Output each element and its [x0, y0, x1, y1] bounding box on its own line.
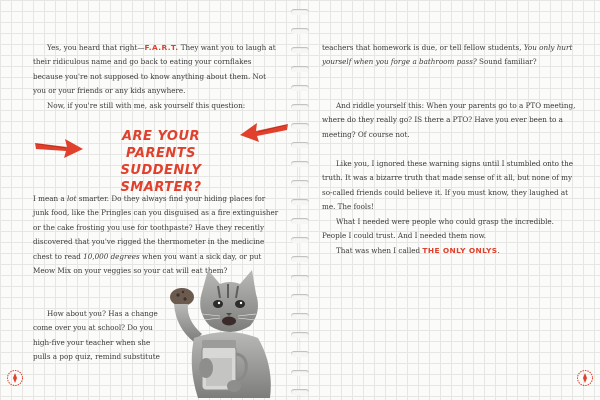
arrow-left-icon	[238, 119, 290, 145]
binding-hole	[291, 313, 309, 319]
right-paragraph-3: Like you, I ignored these warning signs until I stumbled onto the truth. It was a bizarre truth that made sense of it all, but none of my so-called friends could believe it. If you must know, they laughed at me. The fools!	[322, 159, 574, 212]
binding-hole	[291, 351, 309, 357]
text-run: They want you to laugh at their ridiculous name and go back to eating your cornflakes because you're not supposed to know anything about them. Not you or your friends or any kids anywhere.	[33, 43, 276, 96]
binding-hole	[291, 66, 309, 72]
binding-hole	[291, 294, 309, 300]
section-heading: ARE YOUR PARENTS SUDDENLY SMARTER?	[120, 129, 202, 195]
text-run: That was when I called	[336, 246, 423, 255]
page-badge-icon	[6, 369, 24, 387]
right-page	[308, 0, 600, 400]
left-paragraph-3	[33, 192, 279, 278]
binding-hole	[291, 218, 309, 224]
left-paragraph-2: Now, if you're still with me, ask yourself this question:	[47, 101, 246, 110]
binding-hole	[291, 104, 309, 110]
fart-brand: F.A.R.T.	[144, 43, 179, 52]
binding-hole	[291, 370, 309, 376]
text-run: teachers that homework is due, or tell fellow students,	[322, 43, 524, 52]
binding-hole	[291, 123, 309, 129]
text-run: when you want a sick day, or put Meow Mix on your veggies so your cat will eat them?	[33, 251, 262, 276]
binding-hole	[291, 332, 309, 338]
binding-hole	[291, 256, 309, 262]
binding-hole	[291, 180, 309, 186]
emphasis: 10,000 degrees	[83, 251, 140, 261]
right-paragraph-1	[322, 41, 578, 70]
emphasis: lot	[66, 194, 77, 203]
right-paragraph-5	[322, 244, 578, 258]
text-run: Yes, you heard that right—	[47, 43, 145, 52]
arrow-right-icon	[33, 134, 85, 160]
text-run: I mean a	[33, 194, 67, 203]
binding-hole	[291, 161, 309, 167]
text-run: Sound familiar?	[476, 57, 537, 67]
binding-hole	[291, 275, 309, 281]
right-paragraph-2: And riddle yourself this: When your parents go to a PTO meeting, where do they really go? IS there a PTO? Have you ever been to a meeting? Of course not.	[322, 101, 576, 139]
page-badge-icon	[576, 369, 594, 387]
binding-hole	[291, 142, 309, 148]
binding-hole	[291, 389, 309, 395]
binding-hole	[291, 9, 309, 15]
right-paragraph-4: What I needed were people who could grasp the incredible. People I could trust. And I needed them now.	[322, 217, 554, 241]
binding-hole	[291, 237, 309, 243]
emphasis: You only hurt yourself when you forge a bathroom pass?	[322, 43, 573, 67]
binding-hole	[291, 28, 309, 34]
left-paragraph-1	[33, 41, 277, 99]
cat-photo	[158, 268, 282, 398]
left-page	[0, 0, 292, 400]
binding-hole	[291, 85, 309, 91]
only-onlys-brand: THE ONLY ONLYS	[422, 246, 498, 255]
text-run: smarter. Do they always find your hiding places for junk food, like the Pringles can you disguised as a fire extinguisher or the cake frosting you use for toothpaste? Have they recently discovered that you've rigged the thermometer in the medicine chest to read	[33, 194, 279, 261]
binding-hole	[291, 199, 309, 205]
left-paragraph-4: How about you? Has a change come over you at school? Do you high-five your teacher when she pulls a pop quiz, remind substitute	[33, 309, 160, 362]
binding-hole	[291, 47, 309, 53]
text-run: .	[497, 246, 500, 255]
